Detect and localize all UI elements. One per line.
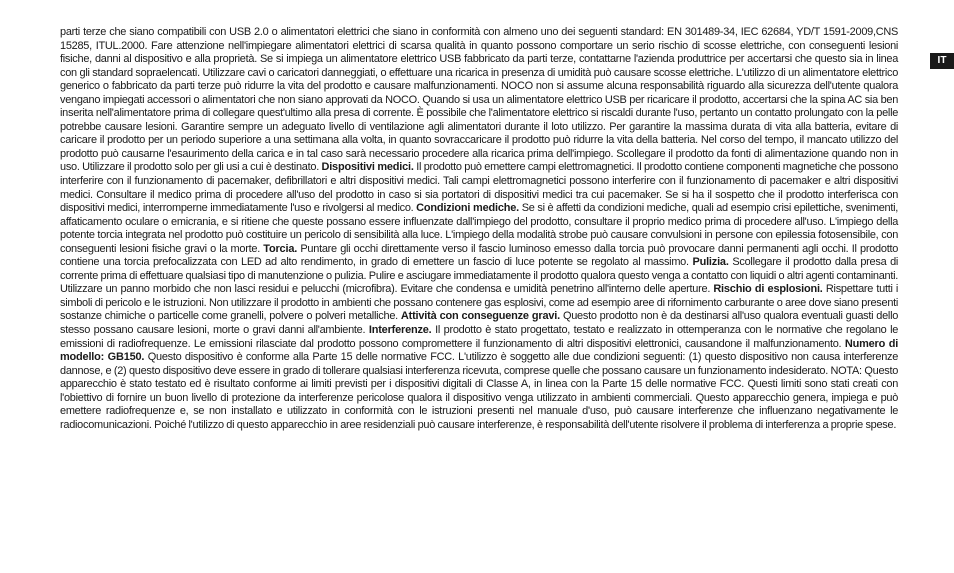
section-heading: Pulizia. bbox=[692, 256, 729, 269]
text-segment: Il prodotto è stato progettato, testato e realizzato in ottemperanza con le normative che regolano le emissioni di radiofrequenze. Le emissioni rilasciate dal prodotto possono compromettere il funzionamento di altri dispositivi elettronici, causandone il malfunzionamento. bbox=[60, 324, 899, 350]
text-segment: parti terze che siano compatibili con USB 2.0 o alimentatori elettrici che siano in conformità con almeno uno dei seguenti standard: EN 301489-34, IEC 62684, YD/T 1591-2009,CNS 15285, ITUL.2000. Fare attenzione nell'impiegare alimentatori elettrici di scarsa qualità in quanto possono comportare un serio rischio di scosse elettriche, con conseguenti lesioni fisiche, danni al dispositivo e alla proprietà. Se si impiega un alimentatore elettrico USB fabbricato da parti terze, contattarne l'azienda produttrice per accertarsi che questo sia in linea con gli standard sopraelencati. Utilizzare cavi o caricatori danneggiati, o effettuare una ricarica in presenza di umidità può causare scosse elettriche. L'utilizzo di un alimentatore elettrico generico o fabbricato da parti terze può ridurre la vita del prodotto e causare malfunzionamenti. NOCO non si assume alcuna responsabilità riguardo alla sicurezza dell'utente qualora vengano impiegati accessori o alimentatori che non siano approvati da NOCO. Quando si usa un alimentatore elettrico USB per ricaricare il prodotto, accertarsi che la spina AC sia ben inserita nell'alimentatore prima di collegare quest'ultimo alla presa di corrente. È possibile che l'alimentatore elettrico si riscaldi durante l'uso, pertanto un contatto prolungato con la pelle potrebbe causare lesioni. Garantire sempre un adeguato livello di ventilazione agli alimentatori durante il loto utilizzo. Per garantire la massima durata di vita alla batteria, evitare di caricare il prodotto per un periodo superiore a una settimana alla volta, in quanto sovraccaricare il prodotto può ridurre la vita della batteria. Nel corso del tempo, il mancato utilizzo del prodotto può causarne l'esaurimento della carica e in tal caso sarà necessario procedere alla ricarica prima dell'impiego. Scollegare il prodotto da fonti di alimentazione quando non in uso. Utilizzare il prodotto solo per gli usi a cui è destinato. bbox=[60, 26, 899, 174]
text-segment: Il prodotto può emettere campi elettromagnetici. Il prodotto contiene componenti magnetiche che possono interferire con il funzionamento di pacemaker, defibrillatori e altri dispositivi medici. Tali campi elettromagnetici possono interferire con il funzionamento di pacemaker e altri dispositivi medici. Consultare il medico prima di procedere all'uso del prodotto in caso si sia portatori di dispositivi medici tra cui pacemaker. Se si ha il sospetto che il prodotto interferisca con dispositivi medici, interromperne immediatamente l'uso e rivolgersi al medico. bbox=[60, 161, 899, 215]
text-segment: Se si è affetti da condizioni mediche, quali ad esempio crisi epilettiche, svenimenti, affaticamento oculare o emicrania, e si ritiene che queste possano essere influenzate dall'impiego del prodotto, consultare il proprio medico prima di procedere all'uso. L'impiego della potente torcia integrata nel prodotto può costituire un pericolo di sensibilità alla luce. L'impiego della modalità strobe può causare convulsioni in persone con epilessia fotosensibile, con conseguenti lesioni fisiche gravi o la morte. bbox=[60, 202, 899, 255]
section-heading: Rischio di esplosioni. bbox=[713, 283, 823, 296]
text-segment: Questo prodotto non è da destinarsi all'uso qualora eventuali guasti dello stesso possano causare lesioni, morte o gravi danni all'ambiente. bbox=[60, 310, 899, 337]
safety-paragraph bbox=[60, 26, 898, 432]
section-heading: Interferenze. bbox=[368, 324, 432, 337]
language-tab: IT bbox=[930, 53, 954, 69]
document-body bbox=[60, 26, 898, 432]
section-heading: Condizioni mediche. bbox=[416, 202, 520, 215]
section-heading: Numero di modello: GB150. bbox=[60, 337, 899, 364]
section-heading: Attività con conseguenze gravi. bbox=[400, 310, 560, 323]
text-segment: Scollegare il prodotto dalla presa di corrente prima di effettuare qualsiasi tipo di manutenzione o pulizia. Pulire e asciugare immediatamente il prodotto qualora questo venga a contatto con liquidi o altri agenti contaminanti. Utilizzare un panno morbido che non lasci residui e pelucchi (microfibra). Evitare che condensa e umidità penetrino all'interno delle aperture. bbox=[60, 256, 899, 296]
text-segment: Questo dispositivo è conforme alla Parte 15 delle normative FCC. L'utilizzo è soggetto alle due condizioni seguenti: (1) questo dispositivo non causa interferenze dannose, e (2) questo dispositivo deve essere in grado di tollerare qualsiasi interferenza ricevuta, comprese quelle che possano causare un funzionamento indesiderato. NOTA: Questo apparecchio è stato testato ed è risultato conforme ai limiti previsti per i dispositivi digitali di Classe A, in linea con la Parte 15 delle normative FCC. Questi limiti sono stati creati con l'obiettivo di fornire un buon livello di protezione da interferenze pericolose qualora il dispositivo venga utilizzato in ambienti commerciali. Questo apparecchio genera, impiega e può emettere radiofrequenze e, se non installato e utilizzato in conformità con le istruzioni presenti nel manuale d'uso, può causare interferenze che influenzano negativamente le radiocomunicazioni. Poiché l'utilizzo di questo apparecchio in aree residenziali può causare interferenze, è responsabilità dell'utente risolvere il problema di interferenza a proprie spese. bbox=[60, 351, 899, 431]
section-heading: Dispositivi medici. bbox=[321, 161, 414, 174]
text-segment: Rispettare tutti i simboli di pericolo e le istruzioni. Non utilizzare il prodotto in ambienti che possano contenere gas esplosivi, come ad esempio aree di rifornimento carburante o aree dove siano presenti sostanze chimiche o particelle come granelli, polvere o polveri metalliche. bbox=[60, 283, 899, 323]
text-segment: Puntare gli occhi direttamente verso il fascio luminoso emesso dalla torcia può provocare danni permanenti agli occhi. Il prodotto contiene una torcia prefocalizzata con LED ad alto rendimento, in grado di emettere un fascio di luce potente se regolato al massimo. bbox=[60, 242, 899, 269]
section-heading: Torcia. bbox=[263, 242, 298, 255]
